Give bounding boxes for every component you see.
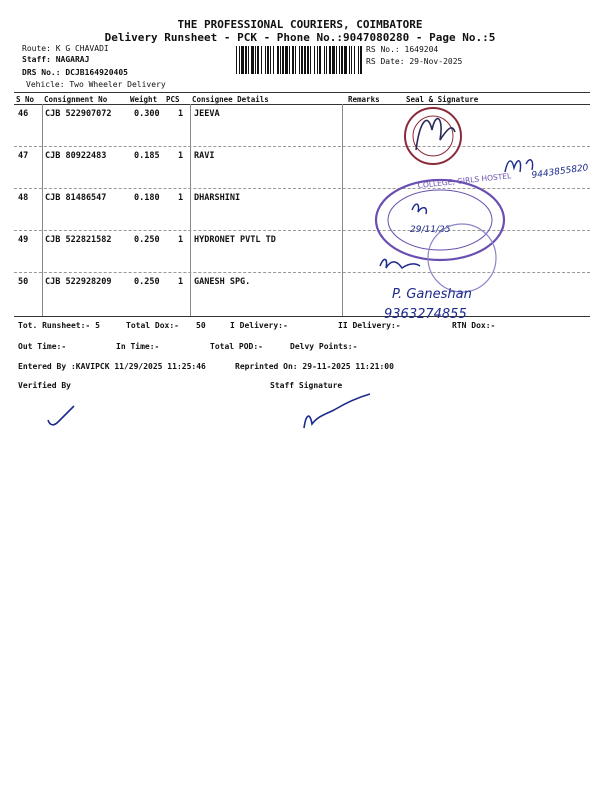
row-consignee: DHARSHINI (194, 193, 241, 203)
row-consignment[interactable]: CJB 81486547 (45, 193, 107, 203)
in-time: In Time:- (116, 342, 160, 351)
row-weight: 0.185 (134, 151, 160, 161)
row-pcs: 1 (178, 151, 184, 161)
verified-by: Verified By (18, 381, 71, 390)
row-weight: 0.250 (134, 277, 160, 287)
row-sno: 48 (18, 193, 29, 203)
row-sno: 46 (18, 109, 29, 119)
row-consignment[interactable]: CJB 522928209 (45, 277, 112, 287)
rtn-dox: RTN Dox:- (452, 321, 496, 330)
col-consignee: Consignee Details (192, 95, 269, 104)
row-sno: 47 (18, 151, 29, 161)
row-pcs: 1 (178, 193, 184, 203)
row-pcs: 1 (178, 277, 184, 287)
row-consignee: HYDRONET PVTL TD (194, 235, 276, 245)
red-stamp-icon (405, 108, 461, 164)
row-consignee: GANESH SPG. (194, 277, 251, 287)
row-sno: 50 (18, 277, 29, 287)
row-sno: 49 (18, 235, 29, 245)
rs-number: RS No.: 1649204 (366, 45, 439, 54)
col-sno: S No (16, 95, 35, 104)
row-pcs: 1 (178, 109, 184, 119)
delvy-points: Delvy Points:- (290, 342, 358, 351)
ganesh-phone-note: 9363274855 (384, 307, 467, 322)
purple-stamp-icon (376, 171, 512, 260)
vehicle-label: Vehicle: Two Wheeler Delivery (26, 80, 166, 89)
ii-delivery: II Delivery:- (338, 321, 401, 330)
route-label: Route: K G CHAVADI (22, 44, 109, 53)
row-consignment[interactable]: CJB 522907072 (45, 109, 112, 119)
ravi-handwriting (505, 160, 589, 181)
col-weight: Weight (130, 95, 158, 104)
staff-label: Staff: NAGARAJ (22, 55, 90, 64)
row-weight: 0.180 (134, 193, 160, 203)
row-pcs: 1 (178, 235, 184, 245)
verified-checkmark (48, 406, 74, 425)
row-weight: 0.250 (134, 235, 160, 245)
row-weight: 0.300 (134, 109, 160, 119)
row-consignee: JEEVA (194, 109, 220, 119)
staff-signature-label: Staff Signature (270, 381, 343, 390)
company-title: THE PROFESSIONAL COURIERS, COIMBATORE (177, 18, 423, 31)
total-dox-value: 50 (196, 321, 206, 330)
total-dox-label: Total Dox:- (126, 321, 179, 330)
ravi-phone-note: 9443855820 (531, 163, 590, 181)
col-remarks: Remarks (348, 95, 380, 104)
col-consignment: Consignment No (44, 95, 108, 104)
total-pod: Total POD:- (210, 342, 263, 351)
reprinted-on: Reprinted On: 29-11-2025 11:21:00 (235, 362, 394, 371)
out-time: Out Time:- (18, 342, 67, 351)
runsheet-subtitle: Delivery Runsheet - PCK - Phone No.:9047080280 - Page No.:5 (104, 31, 496, 44)
rs-date: RS Date: 29-Nov-2025 (366, 57, 463, 66)
col-seal-signature: Seal & Signature (406, 95, 479, 104)
col-pcs: PCS (166, 95, 180, 104)
i-delivery: I Delivery:- (230, 321, 288, 330)
row-consignment[interactable]: CJB 522821582 (45, 235, 112, 245)
drs-number: DRS No.: DCJB164920405 (22, 68, 128, 77)
entered-by: Entered By :KAVIPCK 11/29/2025 11:25:46 (18, 362, 206, 371)
row-consignee: RAVI (194, 151, 215, 161)
staff-signature-mark (304, 394, 370, 428)
dharshini-date-note: 29/11/25 (410, 225, 451, 235)
hydronet-signature (380, 259, 420, 268)
tot-runsheet: Tot. Runsheet:- 5 (18, 321, 100, 330)
row-consignment[interactable]: CJB 80922483 (45, 151, 107, 161)
ganesh-name-note: P. Ganeshan (392, 287, 472, 302)
stamp-text: COLLEGE, GIRLS HOSTEL (417, 171, 512, 190)
